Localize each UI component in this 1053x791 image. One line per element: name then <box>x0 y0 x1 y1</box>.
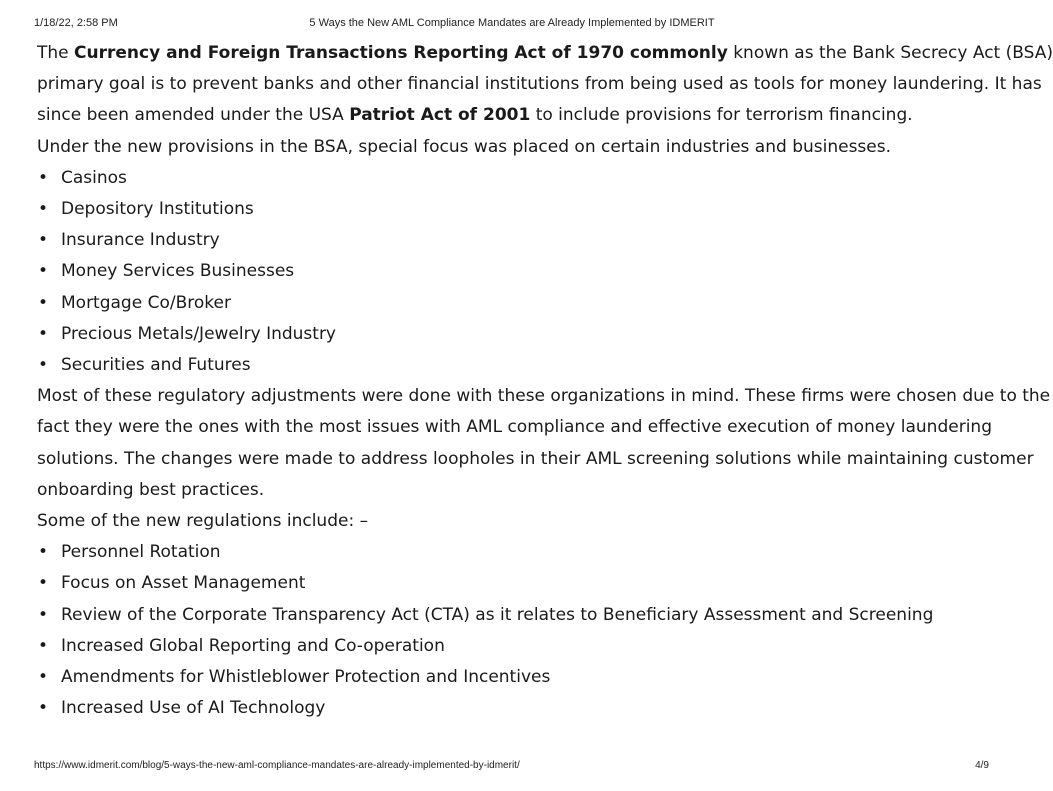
bullet-icon: • <box>37 573 49 594</box>
bullet-icon: • <box>37 635 49 656</box>
list-item-text: Securities and Futures <box>61 355 251 376</box>
intro-line-3-post: to include provisions for terrorism financing. <box>530 105 913 126</box>
bullet-icon: • <box>37 292 49 313</box>
intro-line-1 <box>37 38 1053 69</box>
bullet-icon: • <box>37 199 49 220</box>
list-item <box>37 288 987 319</box>
industries-list <box>37 163 987 381</box>
list-item-text: Precious Metals/Jewelry Industry <box>61 323 336 344</box>
print-page-title: 5 Ways the New AML Compliance Mandates are Already Implemented by IDMERIT <box>309 17 715 29</box>
intro-after-act: known as the Bank Secrecy Act (BSA) <box>727 43 1053 63</box>
list-item-text: Increased Global Reporting and Co-operation <box>61 635 445 656</box>
list-item <box>37 568 987 599</box>
print-footer <box>0 760 1024 774</box>
intro-line-2: primary goal is to prevent banks and other financial institutions from being used as tools for money laundering. It has <box>37 74 1042 95</box>
list-item <box>37 662 987 693</box>
list-item-text: Depository Institutions <box>61 199 254 220</box>
regulations-list <box>37 537 987 724</box>
print-datetime: 1/18/22, 2:58 PM <box>34 17 118 29</box>
list-item-text: Focus on Asset Management <box>61 573 306 594</box>
adjustments-line-2: fact they were the ones with the most issues with AML compliance and effective execution of money laundering <box>37 417 992 438</box>
bullet-icon: • <box>37 261 49 282</box>
list-item-text: Insurance Industry <box>61 230 220 251</box>
list-item-text: Casinos <box>61 167 127 188</box>
adjustments-paragraph <box>37 381 1051 506</box>
list-item <box>37 163 987 194</box>
intro-lead: The <box>37 43 75 63</box>
bullet-icon: • <box>37 604 49 625</box>
list-item <box>37 693 987 724</box>
bullet-icon: • <box>37 323 49 344</box>
bullet-icon: • <box>37 698 49 719</box>
bullet-icon: • <box>37 230 49 251</box>
page-number: 4/9 <box>975 760 989 771</box>
focus-paragraph: Under the new provisions in the BSA, special focus was placed on certain industries and businesses. <box>37 136 892 157</box>
list-item <box>37 319 987 350</box>
adjustments-line-4: onboarding best practices. <box>37 479 265 500</box>
list-item-text: Personnel Rotation <box>61 542 221 563</box>
article-body <box>37 38 1053 724</box>
print-header <box>0 17 1024 33</box>
list-item-text: Increased Use of AI Technology <box>61 698 326 719</box>
intro-paragraph <box>37 38 1053 132</box>
list-item-text: Mortgage Co/Broker <box>61 292 231 313</box>
list-item <box>37 537 987 568</box>
adjustments-line-3: solutions. The changes were made to address loopholes in their AML screening solutions while maintaining customer <box>37 448 1034 469</box>
bullet-icon: • <box>37 167 49 188</box>
bullet-icon: • <box>37 542 49 563</box>
bullet-icon: • <box>37 667 49 688</box>
adjustments-line-1: Most of these regulatory adjustments were done with these organizations in mind. These firms were chosen due to the <box>37 386 1051 407</box>
list-item <box>37 194 987 225</box>
list-item-text: Review of the Corporate Transparency Act (CTA) as it relates to Beneficiary Assessment and Screening <box>61 604 934 625</box>
list-item <box>37 631 987 662</box>
intro-line-3-pre: since been amended under the USA <box>37 105 350 126</box>
list-item <box>37 256 987 287</box>
list-item-text: Amendments for Whistleblower Protection and Incentives <box>61 667 551 688</box>
patriot-act-bold: Patriot Act of 2001 <box>349 105 531 126</box>
list-item-text: Money Services Businesses <box>61 261 295 282</box>
page-url: https://www.idmerit.com/blog/5-ways-the-new-aml-compliance-mandates-are-already-implemented-by-idmerit/ <box>34 760 520 771</box>
bullet-icon: • <box>37 355 49 376</box>
list-item <box>37 350 987 381</box>
act-of-1970-bold: Currency and Foreign Transactions Reporting Act of 1970 commonly <box>74 43 728 63</box>
regulations-intro: Some of the new regulations include: – <box>37 511 369 532</box>
intro-line-3 <box>37 100 987 131</box>
list-item <box>37 600 987 631</box>
list-item <box>37 225 987 256</box>
